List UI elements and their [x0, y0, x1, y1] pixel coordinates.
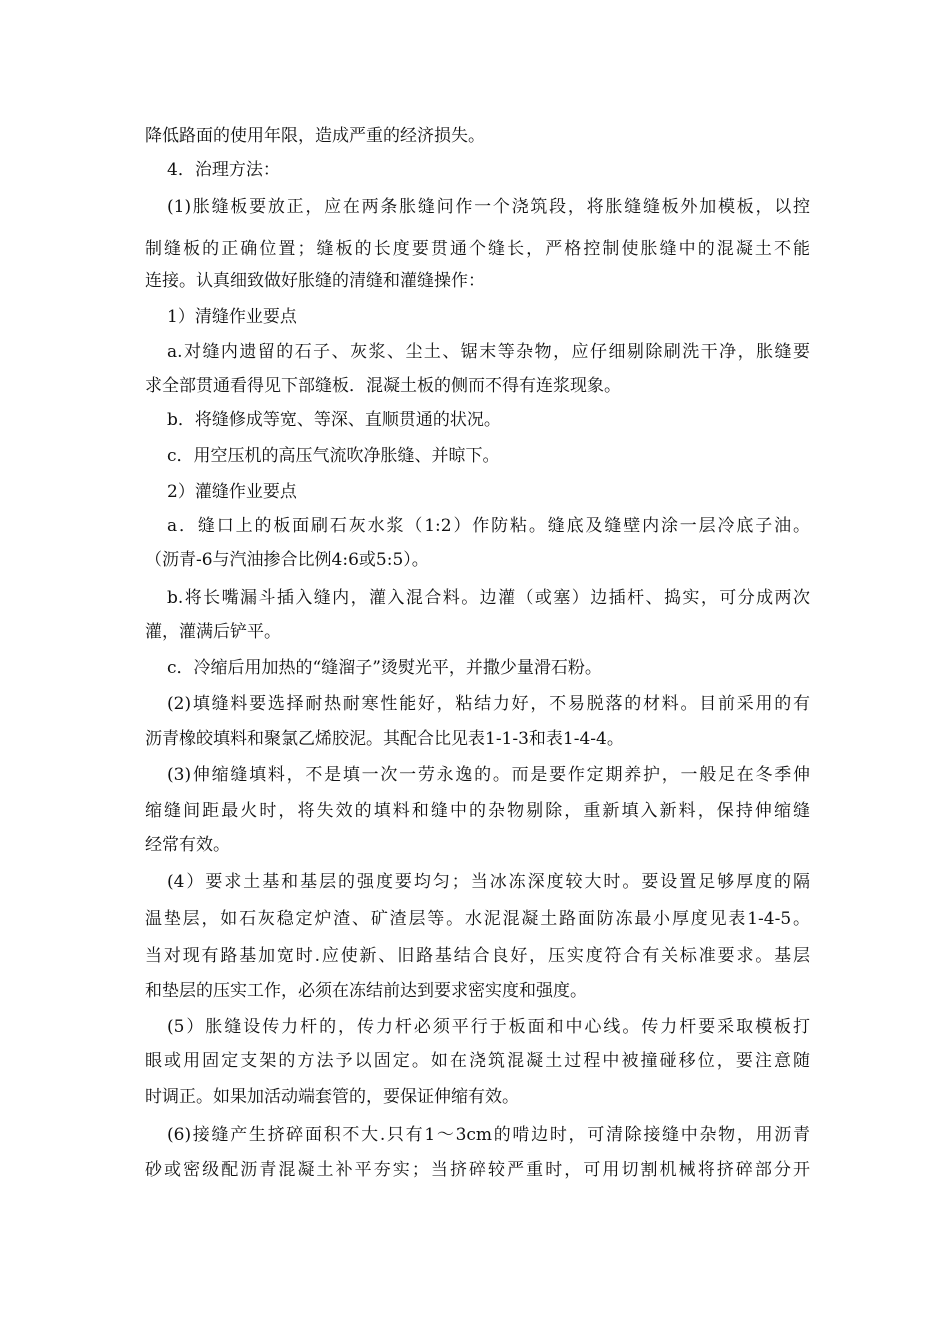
text-line: (6)接缝产生挤碎面积不大.只有1～3cm的啃边时，可清除接缝中杂物，用沥青 [167, 1125, 810, 1145]
text-line: 缩缝间距最火时，将失效的填料和缝中的杂物剔除，重新填入新料，保持伸缩缝 [145, 801, 810, 821]
text-line: b.将长嘴漏斗插入缝内，灌入混合料。边灌（或塞）边插杆、捣实，可分成两次 [167, 588, 810, 608]
text-line: (3)伸缩缝填料，不是填一次一劳永逸的。而是要作定期养护，一般足在冬季伸 [167, 765, 810, 785]
text-line: 时调正。如果加活动端套管的，要保证伸缩有效。 [145, 1087, 519, 1107]
text-line: a.对缝内遗留的石子、灰浆、尘土、锯末等杂物，应仔细剔除刷洗干净，胀缝要 [167, 342, 810, 362]
text-line: 砂或密级配沥青混凝土补平夯实；当挤碎较严重时，可用切割机械将挤碎部分开 [145, 1160, 810, 1180]
text-line: 2）灌缝作业要点 [167, 482, 297, 502]
text-line: 连接。认真细致做好胀缝的清缝和灌缝操作： [145, 271, 485, 291]
text-line: （沥青-6与汽油掺合比例4:6或5:5）。 [145, 550, 429, 570]
text-line: 降低路面的使用年限，造成严重的经济损失。 [145, 126, 485, 146]
text-line: b．将缝修成等宽、等深、直顺贯通的状况。 [167, 410, 501, 430]
text-line: c．用空压机的高压气流吹净胀缝、并晾下。 [167, 446, 500, 466]
text-line: a．缝口上的板面刷石灰水浆（1:2）作防粘。缝底及缝壁内涂一层冷底子油。 [167, 516, 810, 536]
text-line: 灌，灌满后铲平。 [145, 622, 281, 642]
text-line: 1）清缝作业要点 [167, 307, 297, 327]
text-line: 求全部贯通看得见下部缝板．混凝土板的侧而不得有连浆现象。 [145, 376, 621, 396]
text-line: 眼或用固定支架的方法予以固定。如在浇筑混凝土过程中被撞碰移位，要注意随 [145, 1051, 810, 1071]
text-line: (1)胀缝板要放正，应在两条胀缝问作一个浇筑段，将胀缝缝板外加模板，以控 [167, 197, 810, 217]
text-line: 制缝板的正确位置；缝板的长度要贯通个缝长，严格控制使胀缝中的混凝土不能 [145, 239, 810, 259]
text-line: (5）胀缝设传力杆的，传力杆必须平行于板面和中心线。传力杆要采取模板打 [167, 1017, 810, 1037]
text-line: (2)填缝料要选择耐热耐寒性能好，粘结力好，不易脱落的材料。目前采用的有 [167, 694, 810, 714]
text-line: 温垫层，如石灰稳定炉渣、矿渣层等。水泥混凝土路面防冻最小厚度见表1-4-5。 [145, 909, 810, 929]
text-line: 沥青橡皎填料和聚氯乙烯胶泥。其配合比见表1-1-3和表1-4-4。 [145, 729, 624, 749]
text-line: 4．治理方法： [167, 160, 280, 180]
text-line: (4）要求土基和基层的强度要均匀；当冰冻深度较大时。要设置足够厚度的隔 [167, 872, 810, 892]
text-line: c．冷缩后用加热的“缝溜子”烫熨光平，并撒少量滑石粉。 [167, 658, 602, 678]
text-line: 当对现有路基加宽时.应使新、旧路基结合良好，压实度符合有关标准要求。基层 [145, 946, 810, 966]
text-line: 经常有效。 [145, 835, 230, 855]
text-line: 和垫层的压实工作，必须在冻结前达到要求密实度和强度。 [145, 981, 587, 1001]
